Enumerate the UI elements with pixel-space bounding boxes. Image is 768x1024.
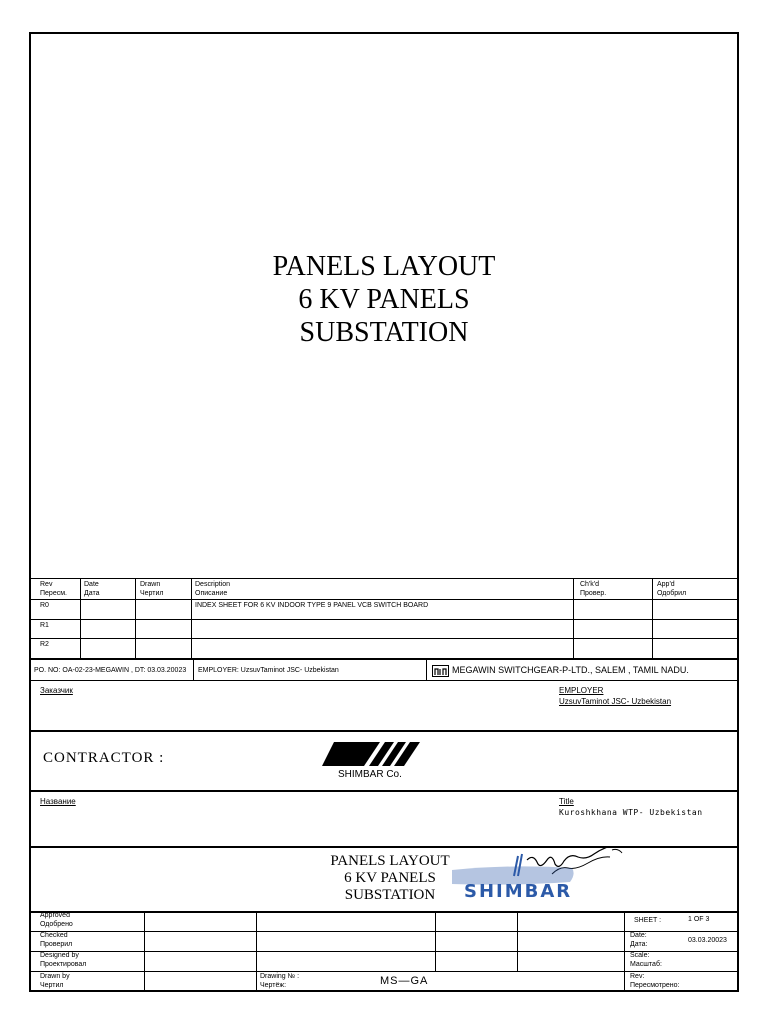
stamp-signature <box>452 848 667 908</box>
drawn-label-ru: Чертил <box>40 982 64 989</box>
header-appd-ru: Одобрил <box>657 590 687 597</box>
approved-label: Approved <box>40 912 70 919</box>
employer-label: EMPLOYER <box>559 686 604 695</box>
header-drawn: Drawn <box>140 581 161 588</box>
row-rev: R2 <box>40 641 49 648</box>
header-chkd: Ch'k'd <box>580 581 600 588</box>
drawing-number: MS—GA <box>380 975 429 987</box>
sub-title-line2: 6 KV PANELS <box>344 870 436 886</box>
megawin-logo-icon <box>432 664 449 676</box>
shimbar-logo-icon <box>322 742 422 768</box>
header-drawn-ru: Чертил <box>140 590 164 597</box>
sheet-label: SHEET : <box>634 917 662 924</box>
approved-label-ru: Одобрено <box>40 921 73 928</box>
sub-title-line1: PANELS LAYOUT <box>330 853 450 869</box>
contractor-label: CONTRACTOR : <box>43 750 165 766</box>
date-label: Date: <box>630 932 647 939</box>
po-number: PO. NO: OA-02-23-MEGAWIN , DT: 03.03.20023 <box>34 667 187 674</box>
main-title-line2: 6 KV PANELS <box>298 284 470 315</box>
drawn-label: Drawn by <box>40 973 70 980</box>
name-label-ru: Название <box>40 797 76 806</box>
employer-name: UzsuvTaminot JSC- Uzbekistan <box>559 697 672 706</box>
title-label: Title <box>559 797 574 806</box>
designed-label: Designed by <box>40 952 79 959</box>
scale-label: Scale: <box>630 952 650 959</box>
date-value: 03.03.20023 <box>688 937 727 944</box>
scale-label-ru: Масштаб: <box>630 961 662 968</box>
header-chkd-ru: Провер. <box>580 590 607 597</box>
checked-label: Checked <box>40 932 68 939</box>
designed-label-ru: Проектировал <box>40 961 87 968</box>
logo-text: SHIMBAR Co. <box>338 769 402 780</box>
company-name: MEGAWIN SWITCHGEAR-P-LTD., SALEM , TAMIL NADU. <box>452 665 689 675</box>
drawing-no-label: Drawing № : <box>260 973 300 980</box>
rev-label-ru: Пересмотрено: <box>630 982 680 989</box>
rev-label: Rev: <box>630 973 645 980</box>
row-rev: R0 <box>40 602 49 609</box>
header-description: Description <box>195 581 231 588</box>
stamp-text: SHIMBAR <box>464 881 573 902</box>
date-label-ru: Дата: <box>630 941 648 948</box>
header-date-ru: Дата <box>84 590 100 597</box>
customer-label-ru: Заказчик <box>40 686 73 695</box>
checked-label-ru: Проверил <box>40 941 73 948</box>
header-date: Date <box>84 581 99 588</box>
sheet-value: 1 OF 3 <box>688 916 710 923</box>
header-rev-ru: Пересм. <box>40 590 67 597</box>
header-description-ru: Описание <box>195 590 228 597</box>
main-title <box>0 250 768 349</box>
main-title-line3: SUBSTATION <box>299 317 469 348</box>
drawing-no-label-ru: Чертёж: <box>260 982 287 989</box>
header-rev: Rev <box>40 581 53 588</box>
sub-title-line3: SUBSTATION <box>344 887 436 903</box>
row-rev: R1 <box>40 622 49 629</box>
employer-info: EMPLOYER: UzsuvTaminot JSC- Uzbekistan <box>198 667 339 674</box>
row-description: INDEX SHEET FOR 6 KV INDOOR TYPE 9 PANEL VCB SWITCH BOARD <box>195 602 429 609</box>
header-appd: App'd <box>657 581 675 588</box>
title-value: Kuroshkhana WTP- Uzbekistan <box>559 808 703 817</box>
main-title-line1: PANELS LAYOUT <box>272 251 496 282</box>
